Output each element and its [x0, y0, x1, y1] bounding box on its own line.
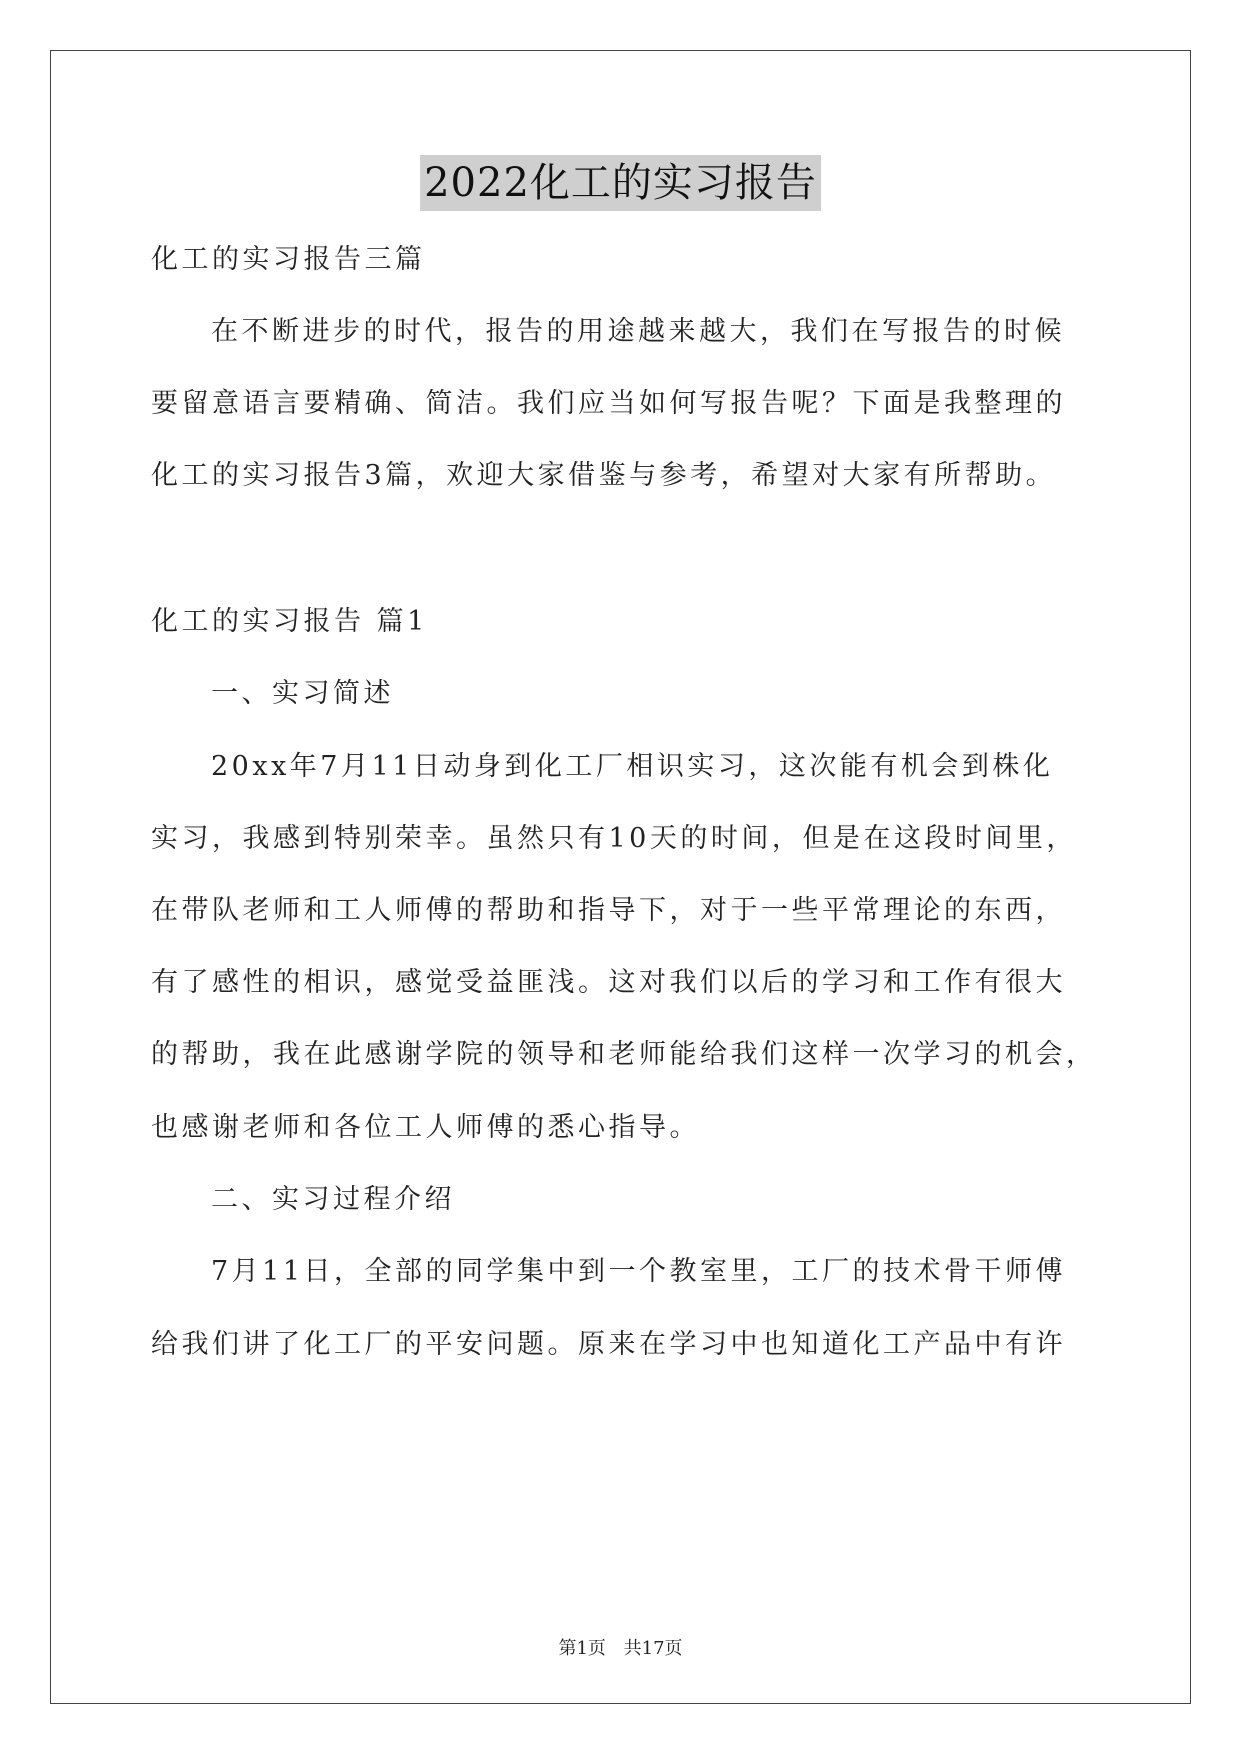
subheading: 一、实习简述	[211, 678, 394, 709]
title-container	[0, 155, 1241, 211]
paragraph-line: 有了感性的相识，感觉受益匪浅。这对我们以后的学习和工作有很大	[151, 967, 1066, 998]
paragraph-line: 7月11日，全部的同学集中到一个教室里，工厂的技术骨干师傅	[211, 1256, 1067, 1287]
paragraph-line: 在带队老师和工人师傅的帮助和指导下，对于一些平常理论的东西，	[151, 895, 1066, 926]
section-heading: 化工的实习报告 篇1	[151, 606, 428, 637]
paragraph-line: 的帮助，我在此感谢学院的领导和老师能给我们这样一次学习的机会，	[151, 1039, 1097, 1070]
page-number: 第1页	[558, 1638, 606, 1659]
paragraph-line: 要留意语言要精确、简洁。我们应当如何写报告呢？下面是我整理的	[151, 388, 1066, 419]
paragraph-line: 实习，我感到特别荣幸。虽然只有10天的时间，但是在这段时间里，	[151, 823, 1077, 854]
paragraph-line: 在不断进步的时代，报告的用途越来越大，我们在写报告的时候	[211, 316, 1065, 347]
subheading: 二、实习过程介绍	[211, 1184, 455, 1215]
page-total: 共17页	[623, 1638, 683, 1659]
paragraph-line: 20xx年7月11日动身到化工厂相识实习，这次能有机会到株化	[211, 751, 1054, 782]
subtitle-line: 化工的实习报告三篇	[151, 244, 426, 275]
document-title: 2022化工的实习报告	[420, 155, 821, 211]
page-border	[50, 50, 1191, 1704]
paragraph-line: 也感谢老师和各位工人师傅的悉心指导。	[151, 1112, 700, 1143]
page-footer	[0, 1634, 1241, 1660]
paragraph-line: 化工的实习报告3篇，欢迎大家借鉴与参考，希望对大家有所帮助。	[151, 460, 1057, 491]
paragraph-line: 给我们讲了化工厂的平安问题。原来在学习中也知道化工产品中有许	[151, 1329, 1066, 1360]
